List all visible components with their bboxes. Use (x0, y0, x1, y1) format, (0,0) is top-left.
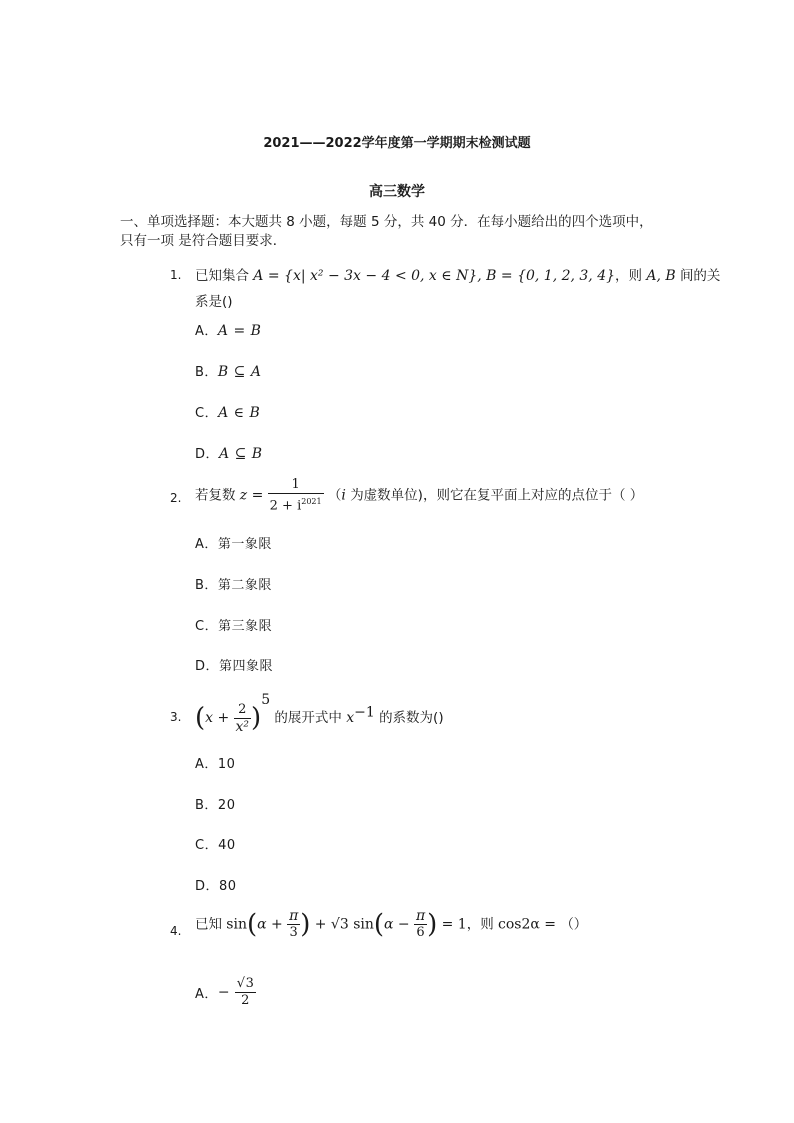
fraction-numerator: π (415, 908, 426, 924)
question-3-term-exponent: −1 (354, 704, 375, 721)
question-1-stem (195, 264, 720, 284)
fraction-denominator (268, 494, 324, 514)
question-3-suffix: 的系数为() (379, 710, 444, 726)
question-1-prefix: 已知集合 (195, 268, 249, 284)
question-4-fraction-2 (414, 908, 427, 941)
question-1-set-a: A = {x| x² − 3x − 4 < 0, x ∈ N} (253, 268, 478, 284)
question-3-option-d (195, 875, 237, 894)
fraction-denominator: 2 (241, 993, 250, 1008)
fraction-denominator: 3 (289, 925, 298, 940)
option-text: 10 (217, 757, 236, 772)
question-4-suffix: ，则 (466, 916, 494, 933)
left-paren: ( (195, 703, 206, 733)
question-4-stem (195, 908, 587, 941)
option-text: 80 (219, 879, 237, 894)
option-text: A ⊆ B (219, 446, 263, 462)
right-paren: ) (251, 703, 262, 733)
fraction-numerator: √3 (236, 976, 255, 991)
option-fraction (235, 976, 257, 1009)
fraction-denominator: x² (235, 718, 250, 735)
option-text: 第四象限 (219, 659, 274, 674)
option-text: 20 (217, 798, 236, 813)
exam-title: 2021——2022学年度第一学期期末检测试题 (263, 136, 531, 151)
question-3-term: x (346, 710, 355, 726)
fraction-numerator: 1 (268, 477, 324, 494)
option-label: A． (195, 757, 218, 772)
question-4-option-a (195, 976, 256, 1009)
question-3-option-b (195, 794, 235, 813)
question-2-suffix: 为虚数单位)，则它在复平面上对应的点位于（ ） (350, 487, 644, 504)
question-4-plus-sqrt: + √3 sin (314, 916, 374, 933)
option-text: 第二象限 (217, 578, 272, 593)
option-text: A ∈ B (218, 405, 261, 421)
option-label: B． (195, 365, 218, 380)
question-2-prefix: 若复数 (195, 487, 236, 504)
question-2-fraction (268, 477, 324, 514)
question-1-number: 1. (170, 268, 182, 282)
section-intro-line1: 一、单项选择题：本大题共 8 小题，每题 5 分，共 40 分．在每小题给出的四个选项中， (120, 214, 653, 230)
question-2-option-a (195, 533, 272, 552)
fraction-numerator: π (289, 908, 299, 924)
option-label: C． (195, 619, 219, 634)
question-2-stem (195, 477, 643, 514)
question-4-fraction-1 (287, 908, 300, 941)
right-paren: ) (427, 909, 438, 940)
question-3-number: 3. (170, 710, 182, 724)
section-intro-line2: 只有一项 是符合题目要求． (120, 233, 287, 249)
question-1-set-b: , B = {0, 1, 2, 3, 4} (477, 268, 616, 284)
question-4-end: （） (560, 916, 588, 933)
option-text: 第三象限 (218, 619, 273, 634)
question-3-stem (195, 692, 444, 735)
option-label: B． (195, 798, 218, 813)
option-label: A． (195, 324, 218, 339)
question-1-vars: A, B (646, 268, 676, 284)
question-4-number: 4. (170, 924, 182, 938)
question-4-sin: sin (226, 916, 247, 933)
left-paren: ( (246, 909, 258, 940)
question-2-lhs: z = (239, 487, 264, 504)
question-3-exponent: 5 (261, 692, 271, 708)
option-label: B． (195, 578, 218, 593)
question-2-option-c (195, 615, 272, 634)
question-1-option-c (195, 402, 260, 421)
option-label: D． (195, 659, 220, 674)
question-2-option-b (195, 574, 272, 593)
fraction-denominator: 6 (416, 925, 425, 940)
question-4-alpha-minus: α − (384, 916, 410, 933)
option-text: A = B (217, 323, 262, 339)
left-paren: ( (373, 909, 385, 940)
question-4-prefix: 已知 (195, 916, 222, 933)
question-2-number: 2. (170, 491, 182, 505)
option-sign: − (217, 984, 231, 1001)
question-3-option-c (195, 834, 236, 853)
question-3-base: x + (205, 710, 230, 726)
fraction-numerator: 2 (234, 702, 252, 719)
question-2-var-i: i (341, 487, 346, 504)
question-1-end: 间的关 (679, 268, 721, 284)
question-4-alpha-plus: α + (257, 916, 283, 933)
option-label: A． (195, 537, 218, 552)
question-1-option-a (195, 320, 261, 339)
right-paren: ) (300, 909, 311, 940)
question-4-eq: = 1 (441, 916, 467, 933)
question-3-fraction (234, 702, 252, 735)
question-2-option-d (195, 655, 273, 674)
option-label: C． (195, 838, 219, 853)
question-2-paren: （ (327, 487, 342, 504)
question-1-suffix: ，则 (615, 268, 643, 284)
option-text: B ⊆ A (217, 364, 262, 380)
question-1-option-d (195, 443, 263, 462)
denominator-exponent: 2021 (301, 497, 322, 506)
option-label: D． (195, 879, 220, 894)
option-label: A． (195, 987, 218, 1002)
question-1-stem-line2: 系是() (195, 294, 233, 310)
question-4-cos: cos2α = (498, 916, 557, 933)
option-text: 第一象限 (217, 537, 272, 552)
option-label: C． (195, 406, 219, 421)
question-3-option-a (195, 753, 235, 772)
option-label: D． (195, 447, 220, 462)
question-1-option-b (195, 361, 261, 380)
option-text: 40 (218, 838, 236, 853)
denominator-base: 2 + i (269, 498, 302, 514)
subject-title: 高三数学 (369, 184, 425, 200)
question-3-mid: 的展开式中 (274, 710, 342, 726)
